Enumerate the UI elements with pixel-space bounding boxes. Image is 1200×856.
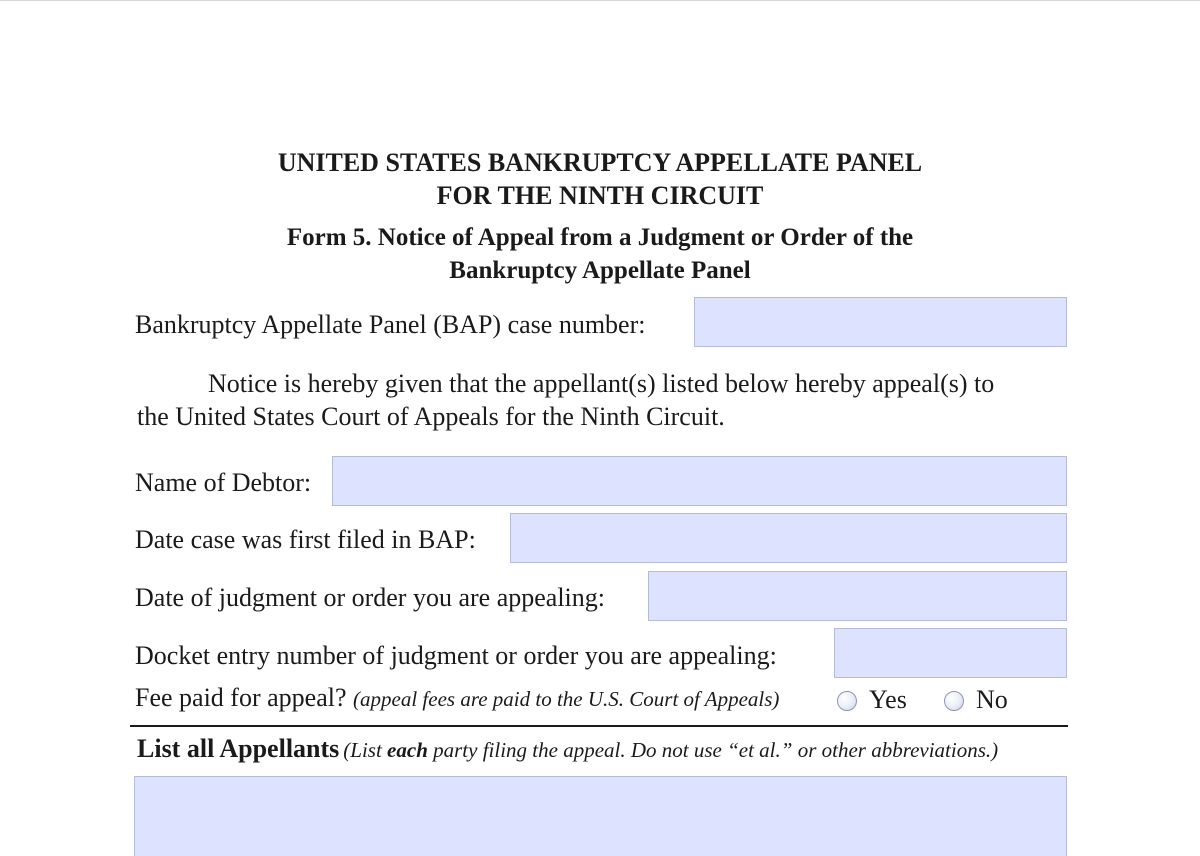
court-header-line-2: FOR THE NINTH CIRCUIT <box>436 181 764 210</box>
fee-paid-note: (appeal fees are paid to the U.S. Court of Appeals) <box>353 687 780 711</box>
form-title-line-2: Bankruptcy Appellate Panel <box>449 257 751 284</box>
debtor-name-input[interactable] <box>332 456 1067 506</box>
docket-entry-input[interactable] <box>834 628 1067 678</box>
bap-case-number-label: Bankruptcy Appellate Panel (BAP) case number: <box>135 310 646 339</box>
date-first-filed-label: Date case was first filed in BAP: <box>135 525 476 554</box>
appellants-hint-end: party filing the appeal. Do not use “et al.” or other abbreviations.) <box>427 738 999 762</box>
court-header-line-1: UNITED STATES BANKRUPTCY APPELLATE PANEL <box>277 148 923 177</box>
section-divider <box>130 725 1068 727</box>
judgment-date-input[interactable] <box>648 571 1067 621</box>
fee-paid-label: Fee paid for appeal? <box>135 683 347 712</box>
appellants-hint <box>343 738 998 762</box>
notice-text-line-2: the United States Court of Appeals for the Ninth Circuit. <box>137 402 725 431</box>
page-top-border <box>0 0 1200 1</box>
fee-no-radio[interactable] <box>944 691 964 711</box>
appellants-textarea[interactable] <box>134 776 1067 856</box>
notice-text-line-1: Notice is hereby given that the appellant(s) listed below hereby appeal(s) to <box>208 369 995 398</box>
docket-entry-label: Docket entry number of judgment or order you are appealing: <box>135 641 777 670</box>
form-title-line-1: Form 5. Notice of Appeal from a Judgment or Order of the <box>286 224 914 251</box>
fee-yes-label[interactable]: Yes <box>869 685 907 714</box>
appellants-hint-start: (List <box>343 738 388 762</box>
bap-case-number-input[interactable] <box>694 297 1067 347</box>
fee-no-label[interactable]: No <box>976 685 1008 714</box>
appellants-hint-emphasis: each <box>387 738 428 762</box>
fee-paid-row <box>135 683 779 713</box>
date-first-filed-input[interactable] <box>510 513 1067 563</box>
debtor-name-label: Name of Debtor: <box>135 468 312 497</box>
appellants-heading-label: List all Appellants <box>137 734 340 763</box>
appellants-heading <box>137 734 998 764</box>
judgment-date-label: Date of judgment or order you are appealing: <box>135 583 605 612</box>
fee-yes-radio[interactable] <box>837 691 857 711</box>
